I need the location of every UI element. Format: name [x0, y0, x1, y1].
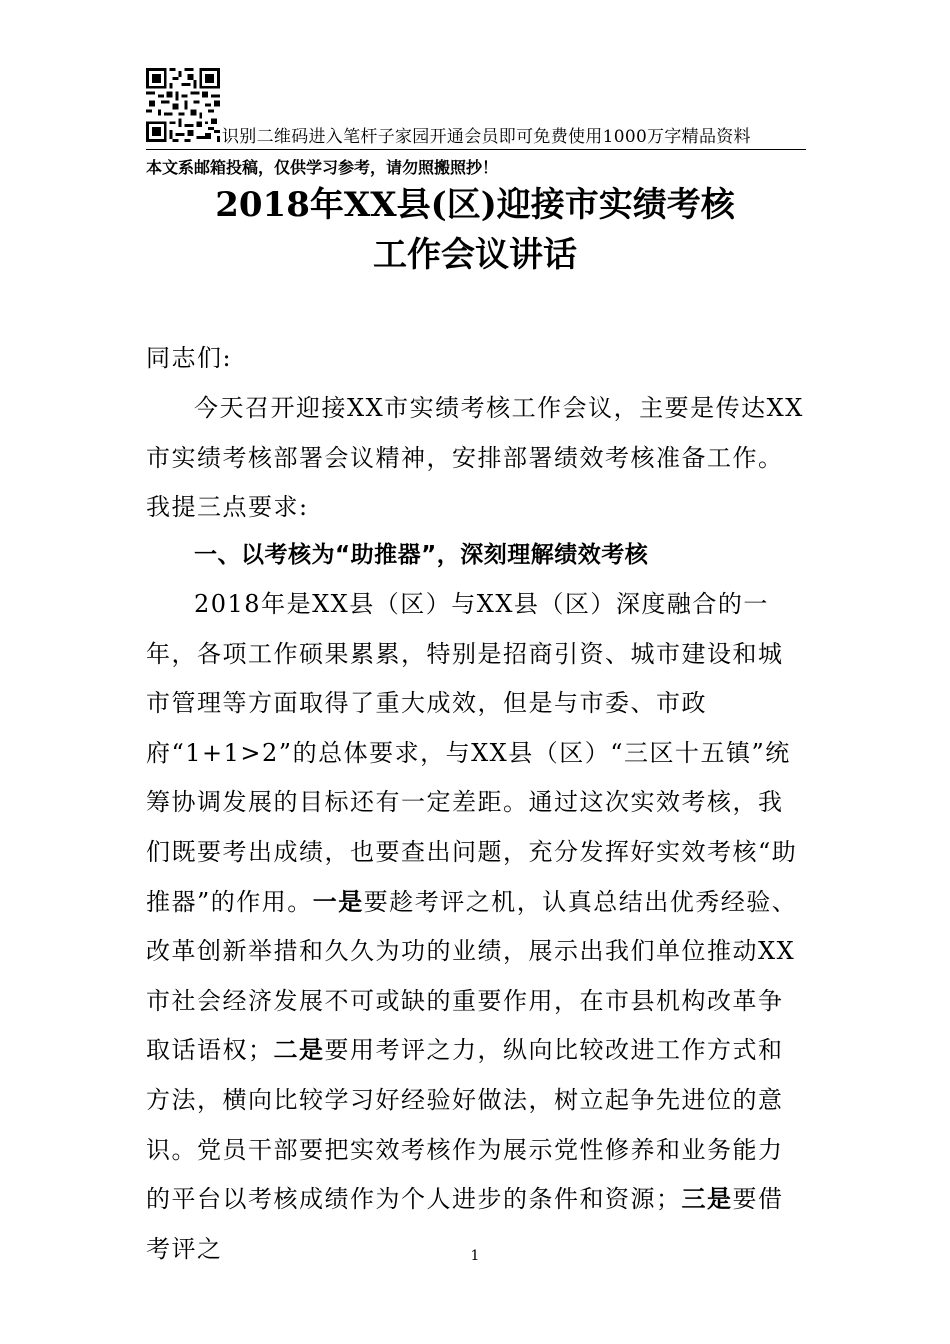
point-label-3: 三是 [681, 1185, 733, 1214]
title-line-2: 工作会议讲话 [373, 235, 577, 275]
section-heading-1: 一、以考核为“助推器”，深刻理解绩效考核 [194, 542, 649, 568]
paragraph-text: 要借考评之 [146, 1185, 784, 1263]
title-line-1: 2018年XX县(区)迎接市实绩考核 [215, 185, 735, 225]
header-divider [146, 149, 806, 150]
paragraph-text: 要用考评之力，纵向比较改进工作方式和方法，横向比较学习好经验好做法，树立起争先进位的意识。党员干部要把实效考核作为展示党性修养和业务能力的平台以考核成绩作为个人进步的条件和资源； [146, 1036, 784, 1214]
salutation: 同志们: [146, 344, 233, 372]
page-number: 1 [470, 1248, 480, 1264]
point-label-2: 二是 [273, 1036, 325, 1065]
document-title [146, 180, 804, 280]
paragraph-text: 2018年是XX县（区）与XX县（区）深度融合的一年，各项工作硕果累累，特别是招商引资、城市建设和城市管理等方面取得了重大成效，但是与市委、市政府“1+1>2”的总体要求，与XX县（区）“三区十五镇”统筹协调发展的目标还有一定差距。通过这次实效考核，我们既要考出成绩，也要查出问题，充分发挥好实效考核“助推器”的作用。 [146, 590, 798, 916]
section-1-paragraph [146, 580, 806, 1274]
header-banner-text: 识别二维码进入笔杆子家园开通会员即可免费使用1000万字精品资料 [222, 127, 751, 147]
intro-paragraph: 今天召开迎接XX市实绩考核工作会议，主要是传达XX市实绩考核部署会议精神，安排部署绩效考核准备工作。我提三点要求: [146, 394, 804, 522]
point-label-1: 一是 [312, 887, 364, 916]
paragraph-text: 要趁考评之机，认真总结出优秀经验、改革创新举措和久久为功的业绩，展示出我们单位推动XX市社会经济发展不可或缺的重要作用，在市县机构改革争取话语权； [146, 887, 798, 1065]
qr-code-icon [146, 68, 220, 142]
copyright-notice: 本文系邮箱投稿，仅供学习参考，请勿照搬照抄！ [146, 158, 499, 177]
